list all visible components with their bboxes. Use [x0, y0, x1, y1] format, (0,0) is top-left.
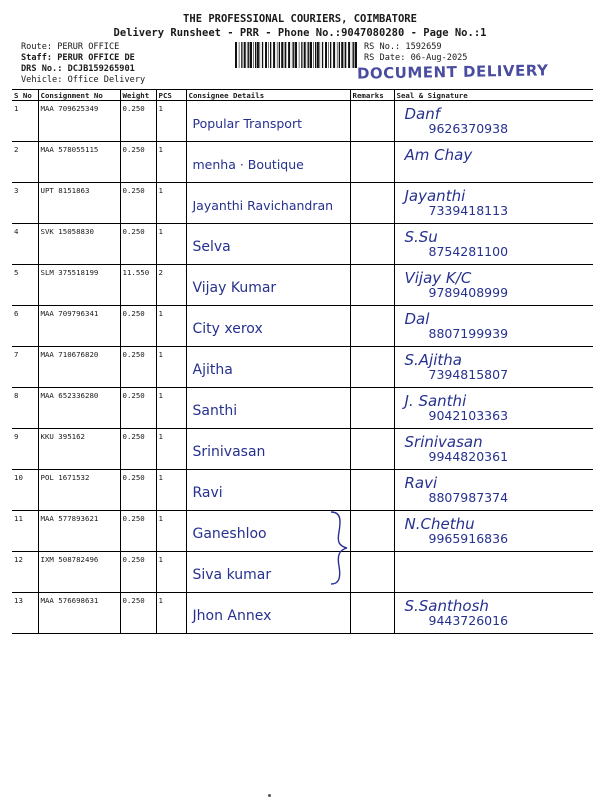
phone-handwriting: 7394815807 — [428, 367, 509, 382]
signature-handwriting: S.Santhosh — [404, 597, 489, 615]
weight-cell: 0.250 — [120, 306, 156, 347]
signature-handwriting: Ravi — [404, 474, 438, 492]
consignment-cell: MAA 709796341 — [38, 306, 120, 347]
rs-date-text: RS Date: 06-Aug-2025 — [364, 53, 468, 63]
rs-number-text: RS No.: 1592659 — [364, 42, 442, 52]
pcs-cell: 1 — [156, 593, 186, 634]
table-row — [12, 101, 593, 142]
weight-cell: 0.250 — [120, 101, 156, 142]
weight-cell: 0.250 — [120, 593, 156, 634]
signature-handwriting: S.Su — [404, 228, 438, 246]
runsheet-table — [12, 89, 593, 634]
curly-brace-mark — [327, 510, 351, 586]
signature-cell — [394, 511, 593, 552]
consignee-handwriting: Siva kumar — [192, 567, 272, 583]
consignment-cell: MAA 709625349 — [38, 101, 120, 142]
table-row — [12, 265, 593, 306]
pcs-cell: 1 — [156, 388, 186, 429]
signature-cell — [394, 183, 593, 224]
consignee-cell — [186, 347, 350, 388]
consignee-handwriting: Vijay Kumar — [192, 280, 277, 296]
remarks-cell — [350, 470, 394, 511]
remarks-cell — [350, 593, 394, 634]
signature-cell — [394, 388, 593, 429]
consignee-cell — [186, 142, 350, 183]
pcs-cell: 1 — [156, 347, 186, 388]
weight-cell: 0.250 — [120, 183, 156, 224]
weight-cell: 0.250 — [120, 224, 156, 265]
sno-cell: 2 — [12, 142, 38, 183]
consignment-cell: MAA 577893621 — [38, 511, 120, 552]
consignment-cell: SLM 375518199 — [38, 265, 120, 306]
table-row — [12, 511, 593, 552]
table-row — [12, 593, 593, 634]
signature-cell — [394, 470, 593, 511]
signature-handwriting: J. Santhi — [404, 392, 467, 410]
sno-cell: 4 — [12, 224, 38, 265]
consignment-cell: SVK 15058830 — [38, 224, 120, 265]
table-row — [12, 224, 593, 265]
consignment-cell: IXM 508782496 — [38, 552, 120, 593]
signature-handwriting: S.Ajitha — [404, 351, 462, 369]
remarks-cell — [350, 265, 394, 306]
vehicle-text: Vehicle: Office Delivery — [21, 75, 146, 85]
weight-cell: 0.250 — [120, 511, 156, 552]
consignee-handwriting: Ravi — [192, 485, 223, 501]
signature-handwriting: Am Chay — [404, 146, 473, 164]
weight-cell: 0.250 — [120, 429, 156, 470]
signature-handwriting: Danf — [404, 105, 441, 123]
weight-cell: 0.250 — [120, 552, 156, 593]
header-signature: Seal & Signature — [394, 90, 593, 101]
consignee-cell — [186, 224, 350, 265]
consignment-cell: MAA 576698631 — [38, 593, 120, 634]
table-row — [12, 470, 593, 511]
phone-handwriting: 9965916836 — [428, 531, 509, 546]
consignee-handwriting: menha · Boutique — [192, 157, 304, 172]
consignee-cell — [186, 388, 350, 429]
consignee-handwriting: Ajitha — [192, 362, 233, 378]
remarks-cell — [350, 511, 394, 552]
table-row — [12, 347, 593, 388]
staff-text: Staff: PERUR OFFICE DE — [21, 53, 135, 63]
signature-cell — [394, 552, 593, 593]
pcs-cell: 1 — [156, 224, 186, 265]
weight-cell: 0.250 — [120, 388, 156, 429]
sno-cell: 9 — [12, 429, 38, 470]
weight-cell: 0.250 — [120, 347, 156, 388]
sno-cell: 7 — [12, 347, 38, 388]
pcs-cell: 1 — [156, 470, 186, 511]
sno-cell: 13 — [12, 593, 38, 634]
header-weight: Weight — [120, 90, 156, 101]
signature-cell — [394, 142, 593, 183]
pcs-cell: 1 — [156, 101, 186, 142]
remarks-cell — [350, 347, 394, 388]
header-pcs: PCS — [156, 90, 186, 101]
header-remarks: Remarks — [350, 90, 394, 101]
signature-cell — [394, 593, 593, 634]
weight-cell: 0.250 — [120, 142, 156, 183]
consignee-handwriting: Srinivasan — [192, 444, 266, 460]
phone-handwriting: 9042103363 — [428, 408, 509, 423]
sno-cell: 1 — [12, 101, 38, 142]
consignee-handwriting: Selva — [192, 239, 231, 255]
signature-handwriting: Srinivasan — [404, 433, 483, 451]
pcs-cell: 1 — [156, 552, 186, 593]
remarks-cell — [350, 388, 394, 429]
consignee-cell — [186, 306, 350, 347]
consignee-cell — [186, 470, 350, 511]
signature-cell — [394, 429, 593, 470]
remarks-cell — [350, 552, 394, 593]
phone-handwriting: 9789408999 — [428, 285, 509, 300]
consignee-handwriting: City xerox — [192, 321, 263, 337]
phone-handwriting: 7339418113 — [428, 203, 509, 218]
table-header-row — [12, 90, 593, 101]
phone-handwriting: 9626370938 — [428, 121, 509, 136]
weight-cell: 11.550 — [120, 265, 156, 306]
pcs-cell: 1 — [156, 511, 186, 552]
table-row — [12, 429, 593, 470]
header-consignee: Consignee Details — [186, 90, 350, 101]
consignee-cell — [186, 511, 350, 552]
sno-cell: 10 — [12, 470, 38, 511]
weight-cell: 0.250 — [120, 470, 156, 511]
table-row — [12, 183, 593, 224]
sno-cell: 3 — [12, 183, 38, 224]
consignment-cell: MAA 652336280 — [38, 388, 120, 429]
table-row — [12, 388, 593, 429]
table-row — [12, 552, 593, 593]
consignee-cell — [186, 429, 350, 470]
header-sno: S No — [12, 90, 38, 101]
header-consignment: Consignment No — [38, 90, 120, 101]
phone-handwriting: 9443726016 — [428, 613, 509, 628]
signature-cell — [394, 306, 593, 347]
consignee-handwriting: Jhon Annex — [192, 608, 272, 624]
runsheet-subtitle: Delivery Runsheet - PRR - Phone No.:9047080280 - Page No.:1 — [113, 27, 487, 39]
remarks-cell — [350, 183, 394, 224]
stray-mark — [268, 794, 271, 797]
sno-cell: 11 — [12, 511, 38, 552]
barcode-image — [235, 42, 357, 68]
remarks-cell — [350, 429, 394, 470]
signature-cell — [394, 347, 593, 388]
consignee-cell — [186, 183, 350, 224]
pcs-cell: 1 — [156, 429, 186, 470]
remarks-cell — [350, 142, 394, 183]
signature-handwriting: Vijay K/C — [404, 269, 472, 287]
table-row — [12, 142, 593, 183]
drs-text: DRS No.: DCJB159265901 — [21, 64, 135, 74]
remarks-cell — [350, 306, 394, 347]
consignee-cell — [186, 593, 350, 634]
sno-cell: 8 — [12, 388, 38, 429]
pcs-cell: 1 — [156, 306, 186, 347]
consignee-handwriting: Popular Transport — [192, 116, 302, 131]
consignment-cell: KKU 395162 — [38, 429, 120, 470]
meta-left — [21, 42, 145, 86]
signature-cell — [394, 101, 593, 142]
consignee-cell — [186, 552, 350, 593]
consignment-cell: MAA 578055115 — [38, 142, 120, 183]
consignee-handwriting: Jayanthi Ravichandran — [192, 198, 334, 213]
sno-cell: 6 — [12, 306, 38, 347]
consignee-cell — [186, 101, 350, 142]
consignee-handwriting: Ganeshloo — [192, 526, 267, 542]
consignee-cell — [186, 265, 350, 306]
pcs-cell: 2 — [156, 265, 186, 306]
pcs-cell: 1 — [156, 142, 186, 183]
sno-cell: 5 — [12, 265, 38, 306]
consignee-handwriting: Santhi — [192, 403, 238, 419]
remarks-cell — [350, 101, 394, 142]
phone-handwriting: 8807987374 — [428, 490, 509, 505]
consignment-cell: UPT 8151863 — [38, 183, 120, 224]
remarks-cell — [350, 224, 394, 265]
signature-handwriting: Dal — [404, 310, 430, 328]
document-delivery-stamp: DOCUMENT DELIVERY — [356, 61, 549, 83]
company-title: THE PROFESSIONAL COURIERS, COIMBATORE — [183, 13, 417, 25]
table-row — [12, 306, 593, 347]
signature-cell — [394, 265, 593, 306]
meta-right — [364, 42, 467, 64]
sno-cell: 12 — [12, 552, 38, 593]
route-text: Route: PERUR OFFICE — [21, 42, 120, 52]
phone-handwriting: 8754281100 — [428, 244, 509, 259]
signature-handwriting: N.Chethu — [404, 515, 475, 533]
signature-handwriting: Jayanthi — [404, 187, 466, 205]
consignment-cell: POL 1671532 — [38, 470, 120, 511]
phone-handwriting: 9944820361 — [428, 449, 509, 464]
phone-handwriting: 8807199939 — [428, 326, 509, 341]
consignment-cell: MAA 710676820 — [38, 347, 120, 388]
pcs-cell: 1 — [156, 183, 186, 224]
signature-cell — [394, 224, 593, 265]
